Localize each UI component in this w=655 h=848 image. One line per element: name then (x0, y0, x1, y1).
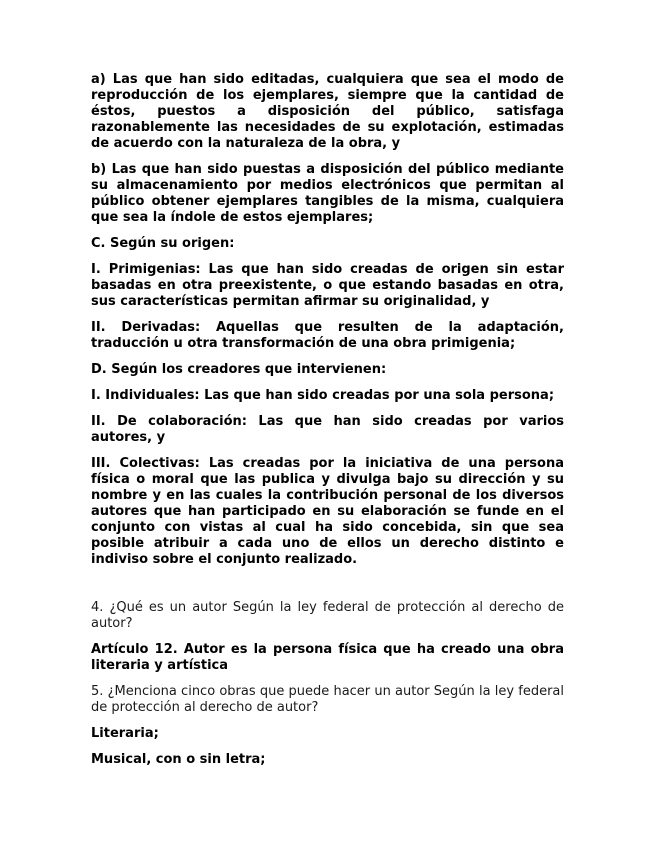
paragraph-derivadas: II. Derivadas: Aquellas que resulten de la adaptación, traducción u otra transformación de una obra primigenia; (91, 320, 564, 351)
heading-origin: C. Según su origen: (91, 236, 235, 251)
paragraph-primigenias: I. Primigenias: Las que han sido creadas de origen sin estar basadas en otra preexistente, o que estando basadas en otra, sus características permitan afirmar su originalidad, y (91, 262, 564, 309)
answer-5-item-2: Musical, con o sin letra; (91, 752, 266, 767)
answer-5-item-1: Literaria; (91, 726, 159, 741)
paragraph-colectivas: III. Colectivas: Las creadas por la iniciativa de una persona física o moral que las publica y divulga bajo su dirección y su nombre y en las cuales la contribución personal de los diversos autores que han participado en su elaboración se funde en el conjunto con vistas al cual ha sido concebida, sin que sea posible atribuir a cada uno de ellos un derecho distinto e indiviso sobre el conjunto realizado. (91, 456, 564, 567)
answer-4: Artículo 12. Autor es la persona física que ha creado una obra literaria y artística (91, 642, 564, 673)
paragraph-a: a) Las que han sido editadas, cualquiera que sea el modo de reproducción de los ejemplares, siempre que la cantidad de éstos, puestos a disposición del público, satisfaga razonablemente las necesidades de su explotación, estimadas de acuerdo con la naturaleza de la obra, y (91, 72, 564, 151)
heading-creators: D. Según los creadores que intervienen: (91, 362, 387, 377)
paragraph-b: b) Las que han sido puestas a disposición del público mediante su almacenamiento por medios electrónicos que permitan al público obtener ejemplares tangibles de la misma, cualquiera que sea la índole de estos ejemplares; (91, 162, 564, 225)
spacer (91, 578, 564, 600)
paragraph-colaboracion: II. De colaboración: Las que han sido creadas por varios autores, y (91, 414, 564, 445)
document-page (91, 72, 564, 778)
question-5: 5. ¿Menciona cinco obras que puede hacer un autor Según la ley federal de protección al derecho de autor? (91, 684, 564, 715)
question-4: 4. ¿Qué es un autor Según la ley federal de protección al derecho de autor? (91, 600, 564, 631)
paragraph-individuales: I. Individuales: Las que han sido creadas por una sola persona; (91, 388, 555, 403)
